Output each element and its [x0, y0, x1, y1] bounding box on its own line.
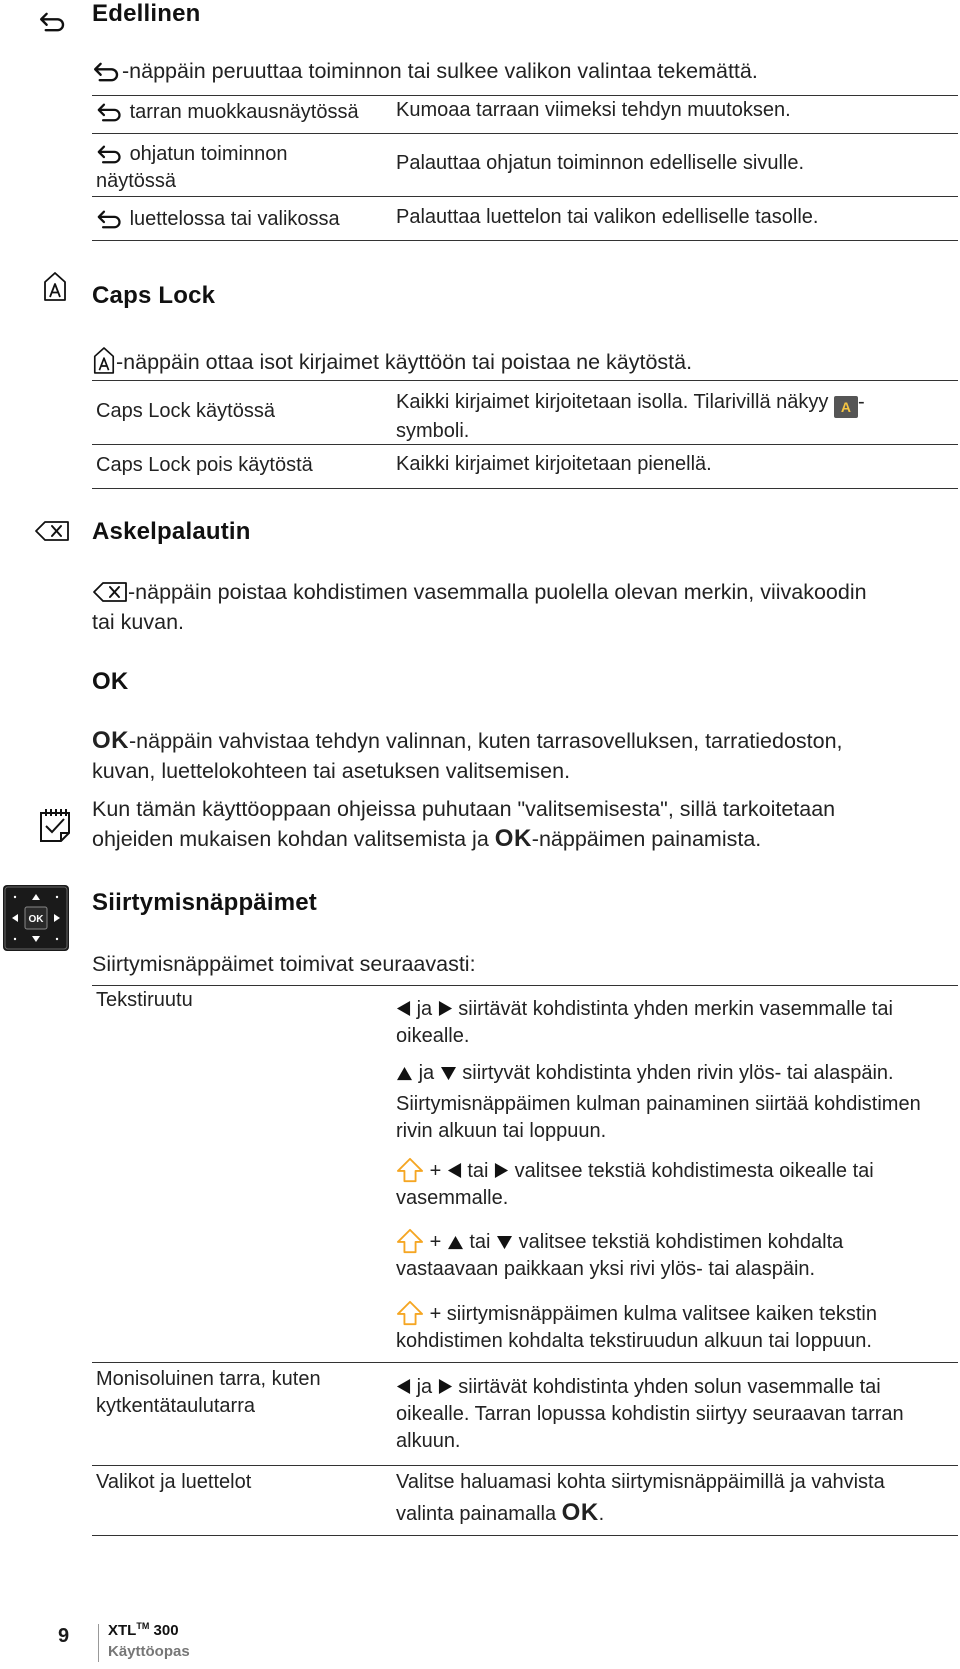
caps-lock-icon [42, 270, 68, 302]
table-rule [92, 1465, 958, 1466]
backspace-icon [92, 581, 128, 603]
table-rule [92, 1535, 958, 1536]
left-arrow-icon [396, 1378, 411, 1395]
table-rule [92, 196, 958, 197]
back-arrow-icon [96, 145, 124, 164]
navigation-pad-icon [3, 885, 69, 951]
siirtyminen-intro: Siirtymisnäppäimet toimivat seuraavasti: [92, 952, 476, 976]
section-title-ok: OK [92, 668, 129, 695]
table-rule [92, 240, 958, 241]
right-arrow-icon [438, 1378, 453, 1395]
table-row-label: ohjatun toiminnon näytössä [96, 143, 288, 192]
section-title-capslock: Caps Lock [92, 282, 216, 309]
ok-key-label: OK [561, 1499, 599, 1526]
table-rule [92, 95, 958, 96]
table-row-value: Kumoaa tarraan viimeksi tehdyn muutoksen. [396, 99, 791, 121]
askelpalautin-intro: -näppäin poistaa kohdistimen vasemmalla puolella olevan merkin, viivakoodin tai kuvan. [92, 580, 867, 634]
table-row-label: tarran muokkausnäytössä [96, 99, 359, 126]
note-icon [38, 806, 72, 844]
table-row-value: ja siirtävät kohdistinta yhden solun vasemmalle tai oikealle. Tarran lopussa kohdistin siirtyy seuraavan tarran alkuun. [396, 1376, 904, 1452]
right-arrow-icon [494, 1162, 509, 1179]
table-row-value: Kaikki kirjaimet kirjoitetaan isolla. Tilarivillä näkyy A - symboli. [396, 391, 865, 442]
table-row-value: + tai valitsee tekstiä kohdistimesta oikealle tai vasemmalle. [396, 1157, 936, 1212]
capslock-intro: -näppäin ottaa isot kirjaimet käyttöön tai poistaa ne käytöstä. [92, 345, 692, 377]
ok-key-label: OK [92, 727, 129, 754]
table-row-value: ja siirtävät kohdistinta yhden merkin vasemmalle tai oikealle. [396, 998, 893, 1047]
caps-lock-icon [92, 345, 116, 375]
table-rule [92, 985, 958, 986]
table-rule [92, 488, 958, 489]
table-row-value: Valitse haluamasi kohta siirtymisnäppäimillä ja vahvista valinta painamalla OK. [396, 1471, 885, 1526]
shift-icon [396, 1300, 424, 1326]
back-arrow-icon [96, 210, 124, 229]
down-arrow-icon [496, 1235, 513, 1250]
table-rule [92, 380, 958, 381]
table-row-label: Caps Lock käytössä [96, 400, 275, 422]
up-arrow-icon [396, 1066, 413, 1081]
table-row-value: + siirtymisnäppäimen kulma valitsee kaiken tekstin kohdistimen kohdalta tekstiruudun alkuun tai loppuun. [396, 1300, 936, 1355]
table-row-value: Palauttaa luettelon tai valikon edelliselle tasolle. [396, 206, 819, 228]
ok-intro: OK-näppäin vahvistaa tehdyn valinnan, kuten tarrasovelluksen, tarratiedoston, kuvan, luettelokohteen tai asetuksen valitsemisen. [92, 727, 843, 783]
up-arrow-icon [447, 1235, 464, 1250]
shift-icon [396, 1157, 424, 1183]
backspace-icon [34, 520, 70, 542]
table-row-value: + tai valitsee tekstiä kohdistimen kohdalta vastaavaan paikkaan yksi rivi ylös- tai alaspäin. [396, 1228, 936, 1283]
page-number: 9 [58, 1625, 70, 1647]
footer-divider [98, 1624, 99, 1662]
footer-product: XTL™ 300 [108, 1621, 179, 1639]
back-arrow-icon [96, 103, 124, 122]
table-row-value: Palauttaa ohjatun toiminnon edelliselle sivulle. [396, 152, 805, 174]
table-row-value: Kaikki kirjaimet kirjoitetaan pienellä. [396, 453, 712, 475]
shift-icon [396, 1228, 424, 1254]
navpad-ok-label: OK [28, 914, 44, 925]
table-row-label: Monisoluinen tarra, kuten kytkentätaulutarra [96, 1368, 321, 1417]
table-row-label: Valikot ja luettelot [96, 1471, 252, 1493]
table-row-label: Caps Lock pois käytöstä [96, 454, 313, 476]
back-arrow-icon [38, 12, 68, 32]
table-rule [92, 1362, 958, 1363]
table-row-value: ja siirtyvät kohdistinta yhden rivin ylös- tai alaspäin. [396, 1060, 936, 1087]
table-rule [92, 133, 958, 134]
table-row-label: luettelossa tai valikossa [96, 206, 340, 233]
down-arrow-icon [440, 1066, 457, 1081]
left-arrow-icon [447, 1162, 462, 1179]
table-row-label: Tekstiruutu [96, 989, 193, 1011]
ok-key-label: OK [494, 825, 532, 852]
table-rule [92, 444, 958, 445]
section-title-edellinen: Edellinen [92, 0, 201, 27]
section-title-askelpalautin: Askelpalautin [92, 518, 251, 545]
table-row-value: Siirtymisnäppäimen kulman painaminen siirtää kohdistimen rivin alkuun tai loppuun. [396, 1093, 921, 1142]
edellinen-intro: -näppäin peruuttaa toiminnon tai sulkee valikon valintaa tekemättä. [92, 56, 758, 86]
left-arrow-icon [396, 1000, 411, 1017]
right-arrow-icon [438, 1000, 453, 1017]
caps-status-icon: A [834, 396, 858, 418]
footer-subtitle: Käyttöopas [108, 1643, 190, 1660]
ok-note: Kun tämän käyttöoppaan ohjeissa puhutaan "valitsemisesta", sillä tarkoitetaan ohjeiden mukaisen kohdan valitsemista ja OK-näppäimen painamista. [92, 797, 836, 852]
section-title-siirtyminen: Siirtymisnäppäimet [92, 889, 318, 916]
back-arrow-icon [92, 62, 122, 82]
